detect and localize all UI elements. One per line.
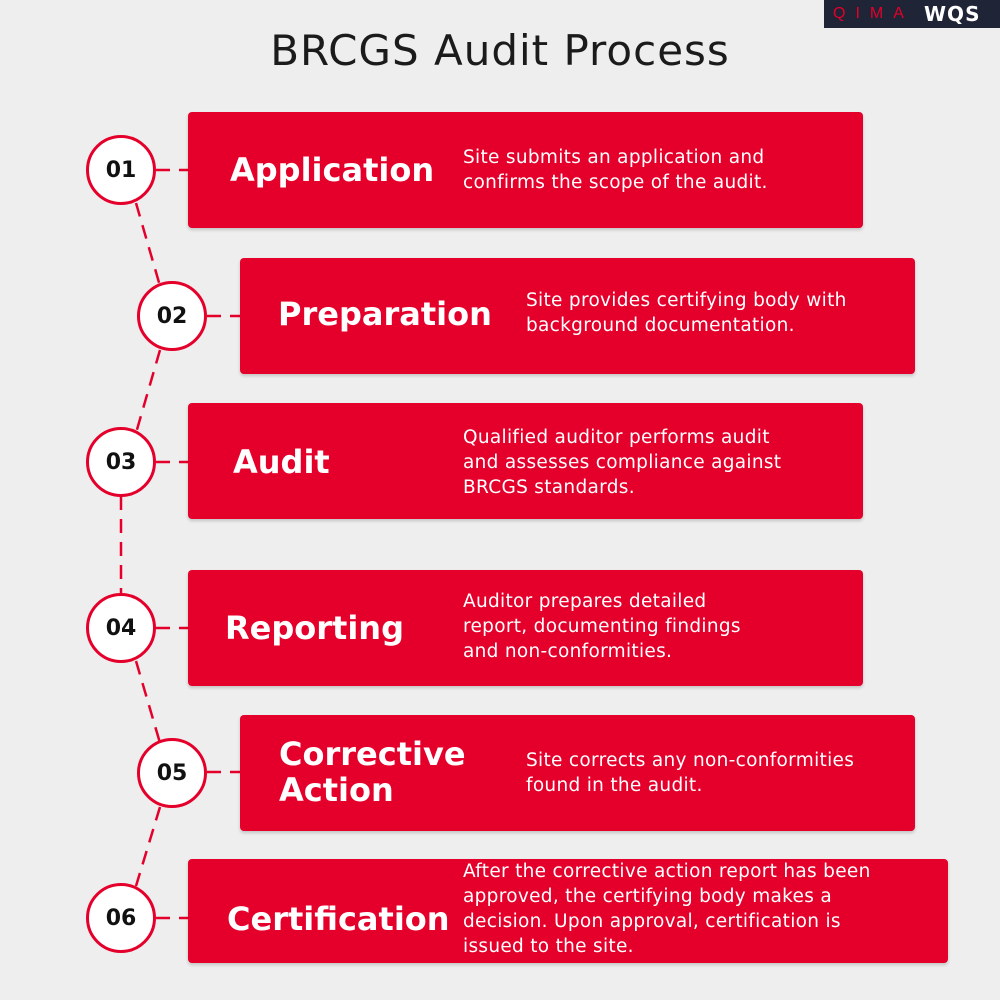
step-title-line: Preparation — [278, 295, 492, 333]
step-description-line: issued to the site. — [463, 936, 634, 957]
step-description-line: decision. Upon approval, certification is — [463, 911, 841, 932]
step-description-line: confirms the scope of the audit. — [463, 172, 768, 193]
step-number-badge: 01 — [86, 135, 156, 205]
step-description-line: BRCGS standards. — [463, 477, 635, 498]
step-description-line: background documentation. — [526, 315, 795, 336]
step-description-line: Site provides certifying body with — [526, 290, 847, 311]
connector-05-06 — [136, 807, 160, 886]
step-number-badge: 02 — [137, 281, 207, 351]
step-description-line: report, documenting findings — [463, 616, 741, 637]
connector-01-02 — [136, 203, 160, 286]
step-title-line: Certification — [227, 900, 450, 938]
step-description — [463, 589, 741, 664]
step-description — [463, 145, 768, 195]
step-description-line: approved, the certifying body makes a — [463, 886, 832, 907]
step-title-line: Audit — [233, 443, 330, 481]
step-title-line: Action — [279, 771, 394, 809]
step-title-line: Corrective — [279, 735, 466, 773]
step-description-line: and assesses compliance against — [463, 452, 782, 473]
step-card-application — [188, 112, 863, 228]
logo-wqs-text: WQS — [924, 2, 981, 26]
step-description-line: Auditor prepares detailed — [463, 591, 707, 612]
step-description-line: Qualified auditor performs audit — [463, 427, 770, 448]
step-card-audit — [188, 403, 863, 519]
step-card-reporting — [188, 570, 863, 686]
step-number-badge: 03 — [86, 427, 156, 497]
step-description — [526, 748, 854, 798]
step-number-badge: 06 — [86, 883, 156, 953]
connector-04-05 — [136, 661, 160, 743]
step-title-line: Reporting — [225, 609, 404, 647]
step-card-certification — [188, 859, 948, 963]
step-description-line: Site submits an application and — [463, 147, 765, 168]
step-title — [278, 296, 492, 332]
page-title: BRCGS Audit Process — [270, 26, 730, 75]
step-description — [526, 288, 847, 338]
step-title-line: Application — [230, 151, 435, 189]
step-card-preparation — [240, 258, 915, 374]
step-description — [463, 859, 871, 959]
step-title — [230, 152, 434, 188]
step-description — [463, 425, 781, 500]
step-card-corrective-action — [240, 715, 915, 831]
connector-02-03 — [136, 350, 160, 433]
step-title — [233, 444, 330, 480]
step-description-line: Site corrects any non-conformities — [526, 750, 855, 771]
step-description-line: and non-conformities. — [463, 641, 673, 662]
step-number-badge: 05 — [137, 738, 207, 808]
step-description-line: found in the audit. — [526, 775, 703, 796]
step-title — [279, 736, 466, 808]
step-title — [227, 901, 450, 937]
logo-qima-text: QIMA — [833, 5, 914, 22]
step-description-line: After the corrective action report has been — [463, 861, 871, 882]
step-title — [225, 610, 404, 646]
step-number-badge: 04 — [86, 593, 156, 663]
